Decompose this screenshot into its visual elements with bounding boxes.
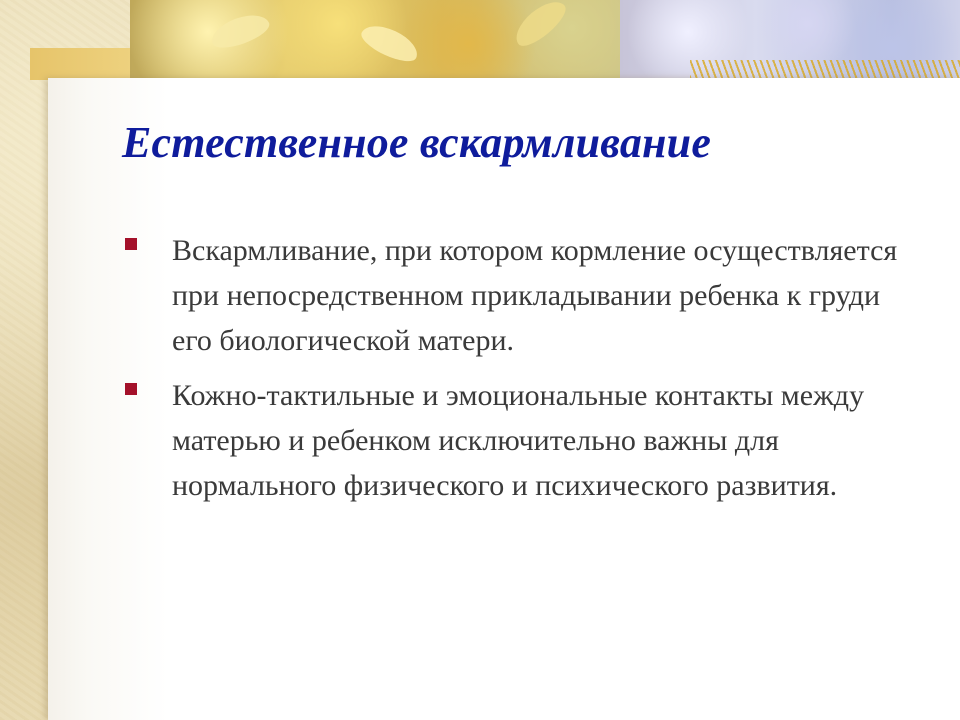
bullet-item: [122, 228, 922, 363]
slide-title: Естественное вскармливание: [122, 118, 712, 167]
leaf-shape: [207, 9, 272, 54]
flower-banner-decoration: [30, 0, 960, 80]
leaf-shape: [357, 19, 422, 68]
bullet-text: Кожно-тактильные и эмоциональные контакты между матерью и ребенком исключительно важны для нормального физического и психического развития.: [172, 379, 865, 502]
bullet-list: [122, 228, 922, 518]
bullet-item: [122, 373, 922, 508]
bullet-text: Вскармливание, при котором кормление осуществляется при непосредственном прикладывании ребенка к груди его биологической матери.: [172, 234, 898, 357]
square-bullet-icon: [125, 238, 137, 250]
leaf-shape: [509, 0, 572, 52]
banner-yellow-flowers: [130, 0, 650, 80]
square-bullet-icon: [125, 383, 137, 395]
banner-grass: [690, 60, 960, 80]
